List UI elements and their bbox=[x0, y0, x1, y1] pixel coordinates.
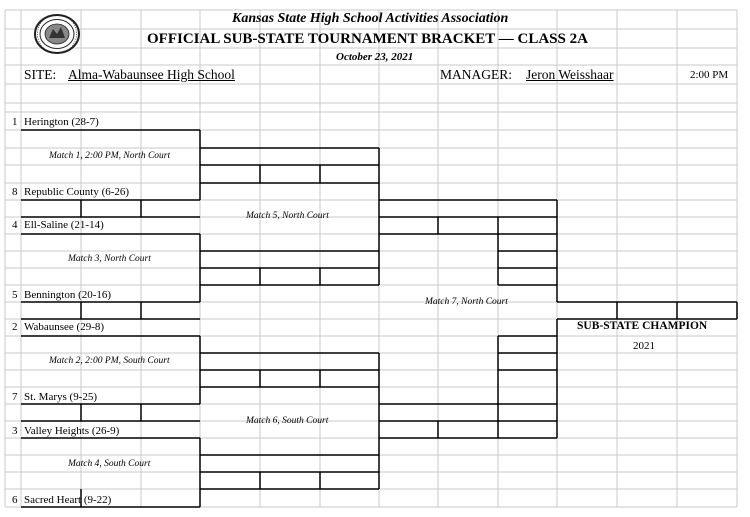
team-seed: 6 bbox=[12, 494, 18, 506]
match-label: Match 5, North Court bbox=[246, 211, 329, 221]
bracket-title: OFFICIAL SUB-STATE TOURNAMENT BRACKET — CLASS 2A bbox=[147, 31, 588, 47]
team-seed: 4 bbox=[12, 219, 18, 231]
team-seed: 5 bbox=[12, 289, 18, 301]
team-name: Ell-Saline (21-14) bbox=[24, 219, 104, 231]
match-label: Match 1, 2:00 PM, North Court bbox=[49, 151, 171, 161]
team-seed: 1 bbox=[12, 116, 18, 128]
match-label: Match 3, North Court bbox=[68, 254, 151, 264]
team-seed: 8 bbox=[12, 186, 18, 198]
start-time: 2:00 PM bbox=[690, 69, 729, 81]
team-seed: 2 bbox=[12, 321, 18, 333]
association-name: Kansas State High School Activities Association bbox=[232, 11, 509, 26]
team-seed: 3 bbox=[12, 425, 18, 437]
site-label: SITE: bbox=[24, 67, 57, 82]
match-label: Match 2, 2:00 PM, South Court bbox=[49, 356, 170, 366]
manager-value: Jeron Weisshaar bbox=[526, 67, 614, 82]
match-label: Match 7, North Court bbox=[425, 297, 508, 307]
association-seal-icon bbox=[31, 14, 83, 54]
site-value: Alma-Wabaunsee High School bbox=[68, 67, 235, 82]
champion-year: 2021 bbox=[633, 340, 655, 352]
team-name: Herington (28-7) bbox=[24, 116, 99, 128]
team-seed: 7 bbox=[12, 391, 18, 403]
manager-label: MANAGER: bbox=[440, 67, 513, 82]
team-name: Republic County (6-26) bbox=[24, 186, 130, 198]
match-label: Match 6, South Court bbox=[246, 416, 329, 426]
champion-label: SUB-STATE CHAMPION bbox=[577, 320, 708, 332]
team-name: Wabaunsee (29-8) bbox=[24, 321, 105, 333]
match-label: Match 4, South Court bbox=[68, 459, 151, 469]
tournament-date: October 23, 2021 bbox=[336, 51, 414, 63]
team-name: St. Marys (9-25) bbox=[24, 391, 98, 403]
team-name: Bennington (20-16) bbox=[24, 289, 112, 301]
team-name: Valley Heights (26-9) bbox=[24, 425, 120, 437]
team-name: Sacred Heart (9-22) bbox=[24, 494, 112, 506]
